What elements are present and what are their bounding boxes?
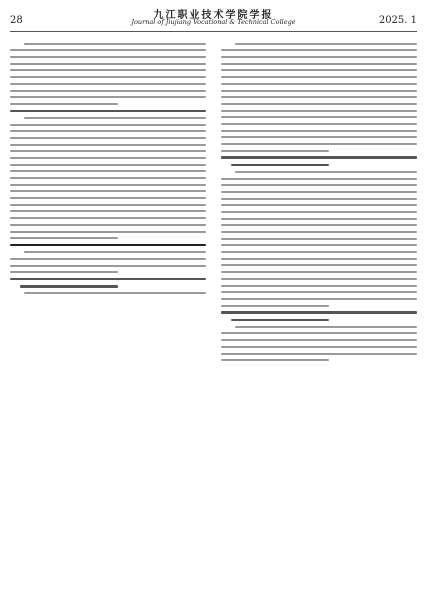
text-line-group: [10, 110, 206, 112]
text-line: [221, 90, 417, 92]
text-line: [10, 265, 206, 267]
text-line: [10, 244, 206, 246]
text-line-group: [221, 43, 417, 152]
text-line-group: [221, 171, 417, 307]
text-line: [10, 278, 206, 280]
text-line-group: [221, 311, 417, 321]
header-rule: [10, 31, 417, 32]
text-line: [10, 144, 206, 146]
issue-date: 2025. 1: [378, 15, 417, 26]
text-line: [235, 171, 417, 173]
body-paragraph: [10, 251, 206, 273]
text-line: [10, 49, 206, 51]
text-line: [10, 210, 206, 212]
text-line: [10, 69, 206, 71]
text-line: [221, 353, 417, 355]
text-line: [221, 258, 417, 260]
text-line: [221, 76, 417, 78]
text-line: [10, 224, 206, 226]
text-line: [221, 83, 417, 85]
text-line: [24, 292, 206, 294]
section-heading: [10, 110, 206, 112]
text-line: [10, 237, 118, 239]
text-line: [221, 218, 417, 220]
text-line: [221, 238, 417, 240]
text-line: [221, 285, 417, 287]
text-line: [10, 150, 206, 152]
text-line: [231, 164, 329, 166]
text-line: [10, 157, 206, 159]
text-line: [221, 346, 417, 348]
body-paragraph: [221, 43, 417, 152]
journal-title-cn: 九江职业技术学院学报: [153, 10, 274, 21]
text-line: [235, 43, 417, 45]
text-line: [10, 271, 118, 273]
text-line: [221, 339, 417, 341]
text-line: [24, 251, 206, 253]
text-line: [221, 156, 417, 158]
page-number: 28: [10, 15, 23, 26]
text-line: [10, 204, 206, 206]
text-line: [10, 83, 206, 85]
text-line-group: [221, 326, 417, 361]
text-line: [221, 123, 417, 125]
text-line: [10, 103, 118, 105]
text-line: [221, 211, 417, 213]
body-paragraph: [221, 171, 417, 307]
body-paragraph: [10, 117, 206, 239]
text-line-group: [10, 43, 206, 105]
text-line: [221, 298, 417, 300]
text-line: [221, 359, 329, 361]
text-line: [221, 204, 417, 206]
text-line: [221, 198, 417, 200]
text-line: [221, 305, 329, 307]
text-line: [221, 69, 417, 71]
text-line-group: [10, 117, 206, 239]
text-line: [10, 258, 206, 260]
text-line: [221, 63, 417, 65]
text-line: [221, 150, 329, 152]
text-line: [10, 184, 206, 186]
text-line: [20, 285, 118, 287]
body-paragraph: [10, 43, 206, 105]
text-line: [231, 319, 329, 321]
section-heading: [10, 278, 206, 288]
section-heading: [221, 156, 417, 166]
text-line: [10, 177, 206, 179]
text-line: [10, 197, 206, 199]
text-line: [10, 96, 206, 98]
text-line: [221, 291, 417, 293]
text-line: [221, 49, 417, 51]
text-line-group: [221, 156, 417, 166]
text-line: [221, 143, 417, 145]
text-line: [24, 43, 206, 45]
text-line: [221, 110, 417, 112]
left-column: [10, 38, 206, 608]
text-line-group: [10, 244, 206, 246]
text-line: [221, 191, 417, 193]
text-line: [221, 130, 417, 132]
text-line: [221, 56, 417, 58]
text-line: [10, 164, 206, 166]
text-line: [221, 184, 417, 186]
text-line: [10, 110, 206, 112]
text-line: [221, 224, 417, 226]
text-line: [221, 278, 417, 280]
body-paragraph: [10, 292, 206, 294]
text-line-group: [10, 292, 206, 294]
text-line: [10, 137, 206, 139]
text-line: [221, 251, 417, 253]
text-line: [10, 190, 206, 192]
section-heading: [221, 311, 417, 321]
text-line: [221, 311, 417, 313]
text-line: [221, 103, 417, 105]
text-line: [10, 63, 206, 65]
text-line: [221, 244, 417, 246]
page-header: [10, 6, 417, 32]
text-line-group: [10, 251, 206, 273]
text-line: [221, 231, 417, 233]
text-line-group: [10, 278, 206, 288]
text-line: [10, 217, 206, 219]
text-line: [10, 90, 206, 92]
text-line: [24, 117, 206, 119]
text-line: [235, 326, 417, 328]
text-line: [221, 116, 417, 118]
text-line: [10, 231, 206, 233]
text-line: [221, 332, 417, 334]
text-line: [221, 96, 417, 98]
body-paragraph: [221, 326, 417, 361]
text-line: [10, 124, 206, 126]
text-line: [221, 136, 417, 138]
text-line: [221, 264, 417, 266]
section-heading: [10, 244, 206, 246]
text-line: [10, 130, 206, 132]
journal-title-en: Journal of Jiujiang Vocational & Technical College: [131, 18, 296, 26]
text-line: [10, 56, 206, 58]
text-line: [221, 271, 417, 273]
text-line: [10, 170, 206, 172]
text-line: [221, 178, 417, 180]
right-column: [221, 38, 417, 608]
text-line: [10, 76, 206, 78]
